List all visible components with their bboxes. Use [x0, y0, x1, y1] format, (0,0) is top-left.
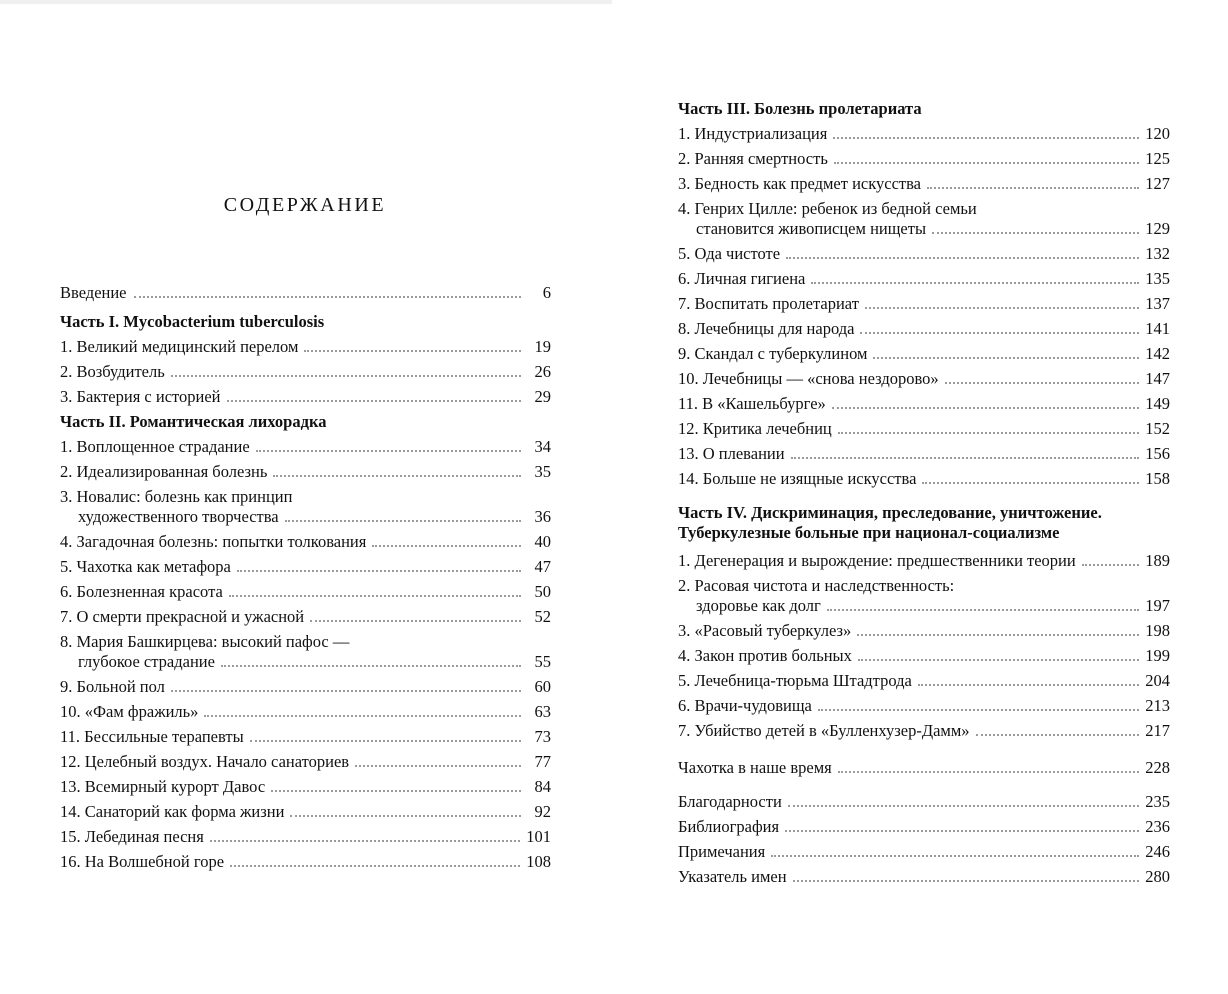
entry-title: 1. Воплощенное страдание: [60, 437, 250, 456]
entry-page: 73: [534, 727, 551, 746]
entry-title-continued: глубокое страдание: [78, 652, 215, 671]
entry-page: 63: [534, 702, 551, 721]
entry-title: 2. Ранняя смертность: [678, 149, 828, 168]
entry-page: 149: [1145, 394, 1170, 413]
toc-entry[interactable]: [60, 582, 551, 602]
toc-entry[interactable]: [678, 576, 1170, 616]
dot-leader: [865, 307, 1139, 309]
entry-title: 1. Индустриализация: [678, 124, 828, 143]
entry-title: 3. «Расовый туберкулез»: [678, 621, 852, 640]
entry-page: 101: [526, 827, 551, 846]
entry-title: 9. Больной пол: [60, 677, 165, 696]
dot-leader: [793, 880, 1140, 882]
entry-title: 3. Бедность как предмет искусства: [678, 174, 922, 193]
part-heading-2: Часть II. Романтическая лихорадка: [60, 412, 327, 431]
entry-page: 6: [542, 283, 551, 302]
dot-leader: [857, 634, 1139, 636]
entry-page: 52: [534, 607, 551, 626]
entry-title: 2. Возбудитель: [60, 362, 165, 381]
dot-leader: [230, 865, 520, 867]
entry-page: 280: [1145, 867, 1170, 886]
dot-leader: [227, 400, 521, 402]
entry-page: 217: [1145, 721, 1170, 740]
entry-page: 26: [534, 362, 551, 381]
entry-title: 4. Закон против больных: [678, 646, 852, 665]
toc-entry[interactable]: [678, 792, 1170, 812]
entry-page: 135: [1145, 269, 1170, 288]
entry-title: 4. Загадочная болезнь: попытки толкования: [60, 532, 367, 551]
entry-page: 198: [1145, 621, 1170, 640]
entry-page: 236: [1145, 817, 1170, 836]
toc-entry[interactable]: [678, 319, 1170, 339]
dot-leader: [818, 709, 1139, 711]
entry-title: 1. Великий медицинский перелом: [60, 337, 299, 356]
entry-title: 7. Убийство детей в «Булленхузер-Дамм»: [678, 721, 970, 740]
part-heading-4-line-2: Туберкулезные больные при национал-социализме: [678, 523, 1060, 542]
toc-entry[interactable]: [678, 551, 1170, 571]
dot-leader: [945, 382, 1140, 384]
toc-entry[interactable]: [60, 852, 551, 872]
dot-leader: [873, 357, 1139, 359]
entry-title: 12. Критика лечебниц: [678, 419, 832, 438]
dot-leader: [833, 137, 1139, 139]
entry-title: 5. Чахотка как метафора: [60, 557, 231, 576]
entry-title: 10. «Фам фражиль»: [60, 702, 199, 721]
part-3-entries: [678, 124, 1170, 489]
entry-title: 5. Лечебница-тюрьма Штадтрода: [678, 671, 912, 690]
entry-page: 55: [534, 652, 551, 671]
dot-leader: [134, 296, 521, 298]
entry-title: 2. Расовая чистота и наследственность:: [678, 576, 955, 595]
entry-title: 6. Болезненная красота: [60, 582, 223, 601]
entry-page: 142: [1145, 344, 1170, 363]
toc-left-column: [60, 283, 551, 877]
toc-entry[interactable]: [678, 149, 1170, 169]
entry-page: 158: [1145, 469, 1170, 488]
dot-leader: [310, 620, 521, 622]
toc-entry[interactable]: [678, 124, 1170, 144]
dot-leader: [271, 790, 521, 792]
entry-page: 19: [534, 337, 551, 356]
entry-title: 9. Скандал с туберкулином: [678, 344, 868, 363]
toc-right-column: [678, 99, 1170, 892]
dot-leader: [285, 520, 521, 522]
entry-title: 8. Мария Башкирцева: высокий пафос —: [60, 632, 350, 651]
entry-title: Введение: [60, 283, 127, 302]
entry-page: 29: [534, 387, 551, 406]
entry-page: 120: [1145, 124, 1170, 143]
dot-leader: [832, 407, 1139, 409]
entry-title: 2. Идеализированная болезнь: [60, 462, 268, 481]
entry-page: 132: [1145, 244, 1170, 263]
toc-entry[interactable]: [60, 607, 551, 627]
spacer: [678, 746, 1170, 758]
entry-title: 13. Всемирный курорт Давос: [60, 777, 266, 796]
entry-title: 6. Личная гигиена: [678, 269, 806, 288]
dot-leader: [858, 659, 1139, 661]
dot-leader: [927, 187, 1139, 189]
dot-leader: [204, 715, 521, 717]
entry-title: 7. О смерти прекрасной и ужасной: [60, 607, 305, 626]
dot-leader: [838, 432, 1140, 434]
entry-title: 13. О плевании: [678, 444, 785, 463]
dot-leader: [976, 734, 1140, 736]
toc-entry[interactable]: [60, 727, 551, 747]
back-matter-entries: [678, 792, 1170, 887]
entry-page: 141: [1145, 319, 1170, 338]
dot-leader: [838, 771, 1140, 773]
entry-page: 204: [1145, 671, 1170, 690]
spacer: [678, 494, 1170, 503]
entry-title: 5. Ода чистоте: [678, 244, 781, 263]
entry-title: 7. Воспитать пролетариат: [678, 294, 859, 313]
entry-page: 189: [1145, 551, 1170, 570]
dot-leader: [785, 830, 1139, 832]
dot-leader: [834, 162, 1139, 164]
toc-entry[interactable]: [678, 721, 1170, 741]
dot-leader: [791, 457, 1140, 459]
dot-leader: [1082, 564, 1140, 566]
entry-title: 6. Врачи-чудовища: [678, 696, 812, 715]
entry-page: 235: [1145, 792, 1170, 811]
dot-leader: [229, 595, 521, 597]
dot-leader: [221, 665, 521, 667]
toc-entry[interactable]: [678, 269, 1170, 289]
entry-page: 36: [534, 507, 551, 526]
dot-leader: [237, 570, 521, 572]
entry-page: 246: [1145, 842, 1170, 861]
entry-page: 50: [534, 582, 551, 601]
dot-leader: [171, 375, 521, 377]
dot-leader: [932, 232, 1139, 234]
entry-title-continued: здоровье как долг: [696, 596, 821, 615]
entry-page: 84: [534, 777, 551, 796]
part-heading-4: [678, 503, 1170, 543]
toc-entry[interactable]: [678, 244, 1170, 264]
part-heading-3: Часть III. Болезнь пролетариата: [678, 99, 922, 118]
dot-leader: [372, 545, 521, 547]
part-1-entries: [60, 337, 551, 407]
dot-leader: [273, 475, 521, 477]
toc-entry[interactable]: [678, 294, 1170, 314]
dot-leader: [860, 332, 1139, 334]
entry-title: Примечания: [678, 842, 766, 861]
part-4-entries: [678, 551, 1170, 741]
entry-title: 10. Лечебницы — «снова нездорово»: [678, 369, 939, 388]
entry-page: 108: [526, 852, 551, 871]
entry-page: 156: [1145, 444, 1170, 463]
toc-entry[interactable]: [60, 677, 551, 697]
toc-entry-intro[interactable]: [60, 283, 551, 303]
entry-title: 14. Больше не изящные искусства: [678, 469, 917, 488]
dot-leader: [250, 740, 521, 742]
entry-page: 125: [1145, 149, 1170, 168]
toc-entry[interactable]: [678, 344, 1170, 364]
entry-title: Чахотка в наше время: [678, 758, 832, 777]
entry-page: 129: [1145, 219, 1170, 238]
dot-leader: [290, 815, 521, 817]
entry-page: 127: [1145, 174, 1170, 193]
toc-entry[interactable]: [60, 532, 551, 552]
dot-leader: [256, 450, 521, 452]
dot-leader: [918, 684, 1139, 686]
entry-page: 199: [1145, 646, 1170, 665]
toc-entry[interactable]: [60, 387, 551, 407]
toc-entry-modern[interactable]: [678, 758, 1170, 778]
toc-entry[interactable]: [678, 646, 1170, 666]
spacer: [678, 783, 1170, 792]
toc-entry[interactable]: [678, 621, 1170, 641]
entry-page: 40: [534, 532, 551, 551]
dot-leader: [171, 690, 521, 692]
dot-leader: [811, 282, 1139, 284]
entry-page: 228: [1145, 758, 1170, 777]
toc-entry[interactable]: [60, 827, 551, 847]
top-edge-shadow: [0, 0, 612, 4]
dot-leader: [304, 350, 521, 352]
entry-title: Благодарности: [678, 792, 782, 811]
entry-title: 1. Дегенерация и вырождение: предшественники теории: [678, 551, 1076, 570]
toc-entry[interactable]: [678, 817, 1170, 837]
entry-page: 152: [1145, 419, 1170, 438]
dot-leader: [827, 609, 1139, 611]
entry-page: 35: [534, 462, 551, 481]
part-heading-1: Часть I. Mycobacterium tuberculosis: [60, 312, 325, 331]
toc-entry[interactable]: [678, 369, 1170, 389]
entry-title-continued: художественного творчества: [78, 507, 279, 526]
toc-entry[interactable]: [60, 437, 551, 457]
entry-title: 3. Бактерия с историей: [60, 387, 221, 406]
entry-page: 47: [534, 557, 551, 576]
dot-leader: [788, 805, 1139, 807]
entry-page: 197: [1145, 596, 1170, 615]
toc-entry[interactable]: [60, 337, 551, 357]
toc-entry[interactable]: [678, 671, 1170, 691]
entry-title: 8. Лечебницы для народа: [678, 319, 855, 338]
toc-entry[interactable]: [60, 557, 551, 577]
entry-title: 15. Лебединая песня: [60, 827, 204, 846]
toc-entry[interactable]: [678, 394, 1170, 414]
entry-title: 11. В «Кашельбурге»: [678, 394, 826, 413]
toc-entry[interactable]: [678, 469, 1170, 489]
toc-entry[interactable]: [678, 842, 1170, 862]
entry-title-continued: становится живописцем нищеты: [696, 219, 927, 238]
toc-entry[interactable]: [678, 419, 1170, 439]
toc-entry[interactable]: [60, 487, 551, 527]
entry-title: 4. Генрих Цилле: ребенок из бедной семьи: [678, 199, 977, 218]
toc-entry[interactable]: [60, 462, 551, 482]
entry-title: 3. Новалис: болезнь как принцип: [60, 487, 293, 506]
entry-title: Указатель имен: [678, 867, 787, 886]
dot-leader: [922, 482, 1139, 484]
entry-page: 34: [534, 437, 551, 456]
toc-entry[interactable]: [678, 867, 1170, 887]
entry-title: 16. На Волшебной горе: [60, 852, 225, 871]
entry-page: 77: [534, 752, 551, 771]
dot-leader: [771, 855, 1139, 857]
entry-title: 14. Санаторий как форма жизни: [60, 802, 285, 821]
page-title: СОДЕРЖАНИЕ: [223, 194, 387, 216]
toc-entry[interactable]: [60, 802, 551, 822]
entry-page: 92: [534, 802, 551, 821]
toc-entry[interactable]: [60, 702, 551, 722]
part-2-entries: [60, 437, 551, 872]
entry-page: 60: [534, 677, 551, 696]
toc-entry[interactable]: [60, 362, 551, 382]
dot-leader: [355, 765, 521, 767]
part-heading-4-line-1: Часть IV. Дискриминация, преследование, уничтожение.: [678, 503, 1102, 522]
entry-title: 12. Целебный воздух. Начало санаториев: [60, 752, 350, 771]
entry-page: 137: [1145, 294, 1170, 313]
toc-entry[interactable]: [678, 444, 1170, 464]
toc-entry[interactable]: [60, 752, 551, 772]
dot-leader: [210, 840, 520, 842]
toc-entry[interactable]: [678, 174, 1170, 194]
entry-title: 11. Бессильные терапевты: [60, 727, 244, 746]
dot-leader: [786, 257, 1139, 259]
entry-title: Библиография: [678, 817, 780, 836]
toc-entry[interactable]: [678, 696, 1170, 716]
toc-entry[interactable]: [60, 632, 551, 672]
entry-page: 147: [1145, 369, 1170, 388]
toc-entry[interactable]: [678, 199, 1170, 239]
entry-page: 213: [1145, 696, 1170, 715]
toc-entry[interactable]: [60, 777, 551, 797]
